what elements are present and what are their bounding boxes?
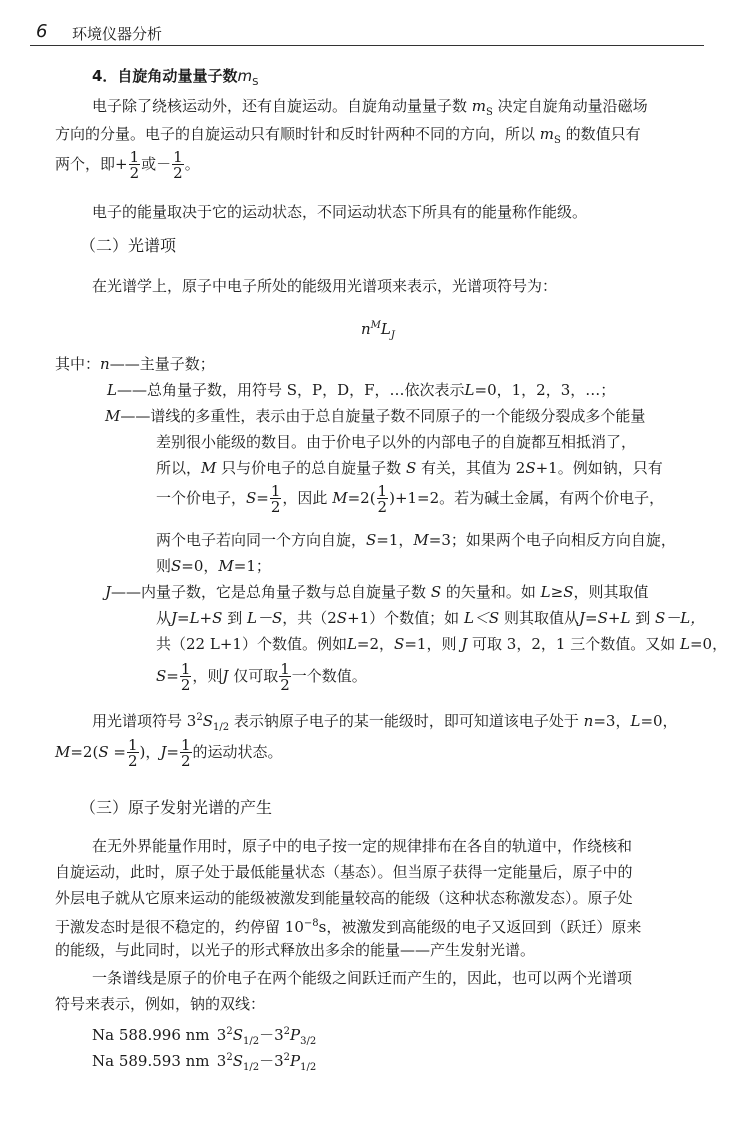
paragraph: 于激发态时是很不稳定的，约停留 $10^{-8}s$，被激发到高能级的电子又返回到（跃迁）原来 bbox=[55, 918, 642, 936]
paragraph: 两个，即+ $\frac{1}{2}$ 或－ $\frac{1}{2}$ 。 bbox=[55, 148, 200, 182]
sodium-line: Na 588.996 nm $3^2S_{1/2}-3^2P_{3/2}$ bbox=[92, 1026, 317, 1047]
section-heading: （二）光谱项 bbox=[80, 236, 177, 255]
definition-list: 则S=0，M=1； bbox=[156, 557, 271, 575]
paragraph: 电子除了绕核运动外，还有自旋运动。自旋角动量量子数 $m_S$ 决定自旋角动量沿磁场 bbox=[92, 97, 648, 118]
paragraph: 用光谱项符号 $3^2S_{1/2}$ 表示钠原子电子的某一能级时，即可知道该电子处于 n=3，L=0， bbox=[92, 712, 678, 733]
paragraph: 电子的能量取决于它的运动状态，不同运动状态下所具有的能量称作能级。 bbox=[92, 203, 588, 221]
running-title: 环境仪器分析 bbox=[72, 25, 163, 43]
definition-list: L——总角量子数，用符号 S，P，D，F，…依次表示L=0，1，2，3，…； bbox=[107, 381, 616, 399]
paragraph: 一条谱线是原子的价电子在两个能级之间跃迁而产生的，因此，也可以两个光谱项 bbox=[92, 969, 633, 987]
paragraph: M=2(S = $\frac{1}{2}$ )，J= $\frac{1}{2}$ 的运动状态。 bbox=[55, 736, 283, 770]
fraction: $\frac{1}{2}$ bbox=[127, 736, 138, 770]
section-4-heading: 4．自旋角动量量子数$m_S$ bbox=[92, 67, 259, 88]
paragraph: 在光谱学上，原子中电子所处的能级用光谱项来表示，光谱项符号为： bbox=[92, 277, 558, 295]
definition-list: S= $\frac{1}{2}$ ，则J 仅可取 $\frac{1}{2}$ 一个数值。 bbox=[156, 660, 367, 694]
fraction: $\frac{1}{2}$ bbox=[280, 660, 290, 694]
paragraph: 方向的分量。电子的自旋运动只有顺时针和反时针两种不同的方向，所以 $m_S$ 的数值只有 bbox=[55, 125, 641, 146]
paragraph: 在无外界能量作用时，原子中的电子按一定的规律排布在各自的轨道中，作绕核和 bbox=[92, 837, 633, 855]
definition-list: 共（22 L+1）个数值。例如L=2，S=1，则 J 可取 3，2，1 三个数值。又如 L=0， bbox=[156, 635, 728, 653]
paragraph: 的能级，与此同时，以光子的形式释放出多余的能量——产生发射光谱。 bbox=[55, 941, 536, 959]
definition-list: 其中：n——主量子数； bbox=[55, 355, 215, 373]
definition-list: M——谱线的多重性，表示由于总自旋量子数不同原子的一个能级分裂成多个能量 bbox=[105, 407, 646, 425]
fraction: $\frac{1}{2}$ bbox=[377, 482, 388, 516]
fraction: $\frac{1}{2}$ bbox=[173, 148, 183, 182]
section-heading: （三）原子发射光谱的产生 bbox=[80, 798, 273, 817]
definition-list: 差别很小能级的数目。由于价电子以外的内部电子的自旋都互相抵消了， bbox=[156, 433, 637, 451]
definition-list: 一个价电子，S= $\frac{1}{2}$ ，因此 M=2( $\frac{1}{2}$ )+1=2。若为碱土金属，有两个价电子， bbox=[156, 482, 665, 516]
paragraph: 外层电子就从它原来运动的能级被激发到能量较高的能级（这种状态称激发态）。原子处 bbox=[55, 889, 633, 907]
paragraph: 自旋运动，此时，原子处于最低能量状态（基态）。但当原子获得一定能量后，原子中的 bbox=[55, 863, 633, 881]
sodium-line: Na 589.593 nm $3^2S_{1/2}-3^2P_{1/2}$ bbox=[92, 1052, 317, 1073]
definition-list: 所以，M 只与价电子的总自旋量子数 S 有关，其值为 2S+1。例如钠，只有 bbox=[156, 459, 663, 477]
spectral-term-formula: $n^ML_J$ bbox=[361, 320, 395, 341]
fraction: $\frac{1}{2}$ bbox=[129, 148, 140, 182]
definition-list: J——内量子数，它是总角量子数与总自旋量子数 S 的矢量和。如 L≥S，则其取值 bbox=[105, 583, 649, 601]
fraction: $\frac{1}{2}$ bbox=[180, 660, 191, 694]
definition-list: 从J=L+S 到 L－S，共（2S+1）个数值；如 L＜S 则其取值从J=S+L 到 S－L， bbox=[156, 609, 706, 627]
fraction: $\frac{1}{2}$ bbox=[270, 482, 281, 516]
definition-list: 两个电子若向同一个方向自旋，S=1，M=3；如果两个电子向相反方向自旋， bbox=[156, 531, 676, 549]
page-number: 6 bbox=[36, 21, 48, 42]
fraction: $\frac{1}{2}$ bbox=[180, 736, 191, 770]
paragraph: 符号来表示，例如，钠的双线： bbox=[55, 995, 266, 1013]
header-rule bbox=[30, 45, 704, 46]
